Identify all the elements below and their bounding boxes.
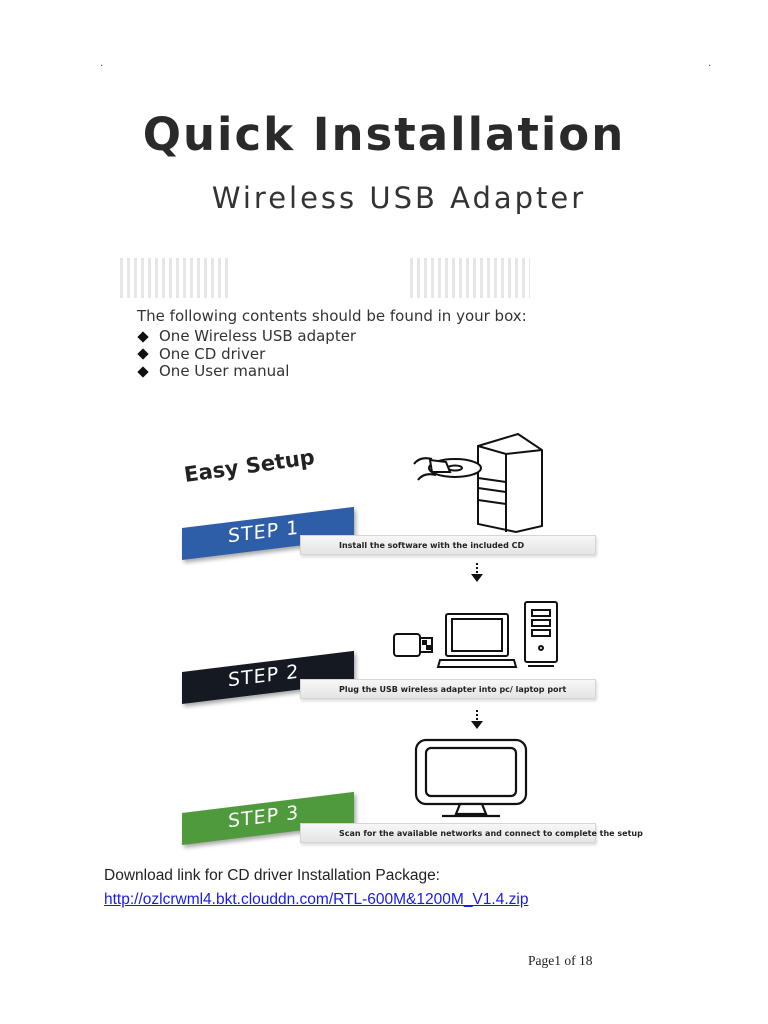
computer-tower-cd-icon: [410, 428, 560, 533]
box-contents: [137, 307, 527, 381]
list-item: One CD driver: [139, 346, 527, 364]
step-2-label: STEP 2: [228, 660, 300, 692]
page-title: Quick Installation: [142, 108, 626, 161]
bullet-diamond-icon: [137, 349, 148, 360]
box-contents-heading: The following contents should be found in your box:: [137, 307, 527, 325]
easy-setup-heading: Easy Setup: [182, 444, 317, 487]
list-item: One User manual: [139, 363, 527, 381]
download-link[interactable]: http://ozlcrwml4.bkt.clouddn.com/RTL-600M&1200M_V1.4.zip: [104, 891, 529, 908]
corner-dot-left: .: [100, 58, 104, 69]
scan-artifact: [120, 258, 230, 298]
usb-adapter-icon: [392, 630, 434, 660]
step-3-label: STEP 3: [228, 801, 300, 833]
page-number: Page1 of 18: [528, 953, 593, 968]
down-arrow-icon: [470, 710, 484, 730]
step-1-label: STEP 1: [228, 516, 300, 548]
step-2-description: Plug the USB wireless adapter into pc/ laptop port: [300, 679, 596, 699]
step-1-description: Install the software with the included CD: [300, 535, 596, 555]
bullet-diamond-icon: [137, 331, 148, 342]
down-arrow-icon: [470, 563, 484, 583]
list-item: One Wireless USB adapter: [139, 328, 527, 346]
laptop-icon: [438, 612, 518, 670]
scan-artifact: [410, 258, 530, 298]
corner-dot-right: .: [708, 58, 712, 69]
desktop-tower-icon: [522, 600, 560, 670]
step-3-description: Scan for the available networks and connect to complete the setup: [300, 823, 596, 843]
download-label: Download link for CD driver Installation Package:: [104, 867, 440, 884]
monitor-icon: [412, 736, 530, 820]
page-subtitle: Wireless USB Adapter: [211, 181, 587, 215]
bullet-diamond-icon: [137, 366, 148, 377]
